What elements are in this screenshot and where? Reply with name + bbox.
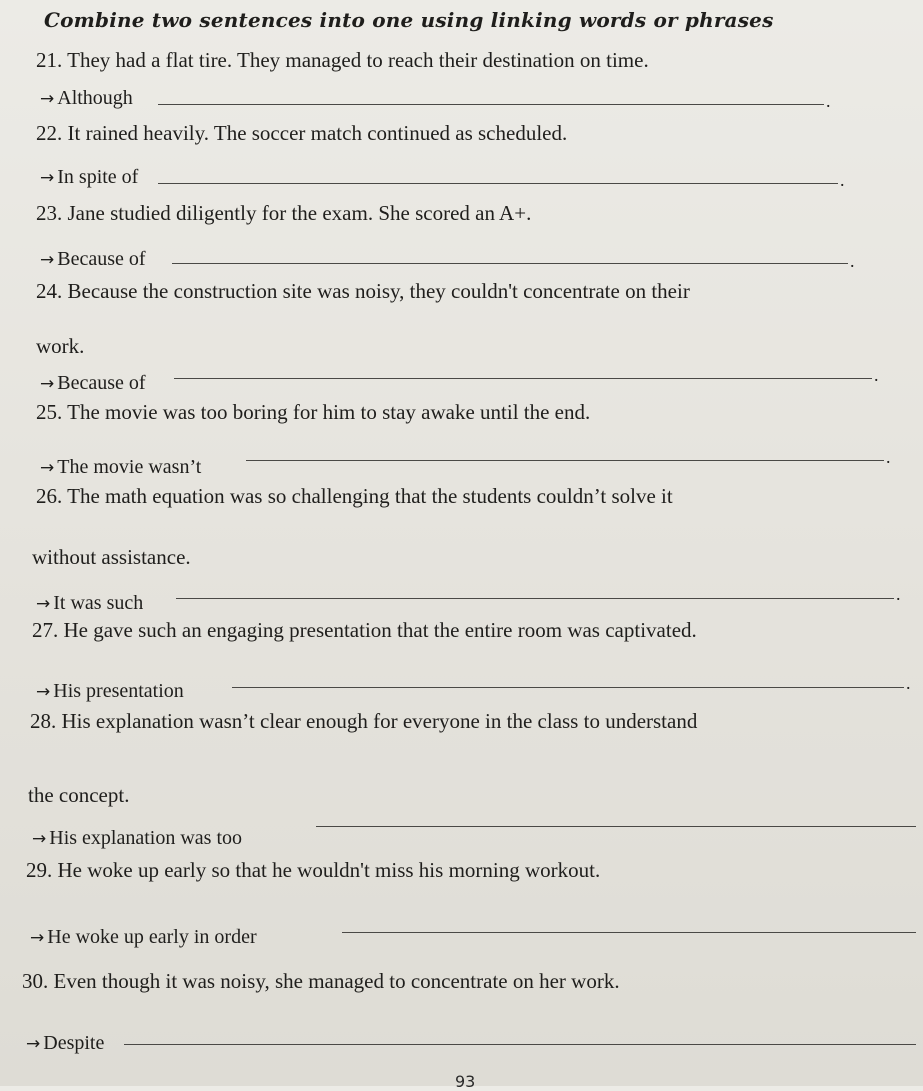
answer-blank-25[interactable]	[246, 460, 884, 461]
question-28-line2: the concept.	[28, 783, 130, 807]
question-22: 22. It rained heavily. The soccer match continued as scheduled.	[36, 121, 568, 145]
answer-prompt-25	[40, 457, 201, 477]
prompt-text: His presentation	[53, 680, 184, 702]
arrow-icon: →	[40, 374, 55, 394]
question-27: 27. He gave such an engaging presentation that the entire room was captivated.	[32, 618, 697, 642]
prompt-text: He woke up early in order	[47, 926, 257, 948]
arrow-icon: →	[40, 168, 55, 188]
arrow-icon: →	[32, 829, 47, 849]
question-30: 30. Even though it was noisy, she managed to concentrate on her work.	[22, 969, 620, 993]
answer-prompt-27	[36, 681, 184, 701]
arrow-icon: →	[40, 89, 55, 109]
arrow-icon: →	[26, 1034, 41, 1054]
prompt-text: The movie wasn’t	[57, 456, 202, 478]
end-period: .	[874, 365, 879, 385]
end-period: .	[886, 447, 891, 467]
prompt-text: His explanation was too	[49, 827, 242, 849]
answer-blank-22[interactable]	[158, 183, 838, 184]
prompt-text: It was such	[53, 592, 144, 614]
question-23: 23. Jane studied diligently for the exam. She scored an A+.	[36, 201, 532, 225]
end-period: .	[850, 251, 855, 271]
question-26-line2: without assistance.	[32, 545, 191, 569]
arrow-icon: →	[36, 594, 51, 614]
question-25: 25. The movie was too boring for him to stay awake until the end.	[36, 400, 591, 424]
arrow-icon: →	[30, 928, 45, 948]
end-period: .	[896, 584, 901, 604]
question-29: 29. He woke up early so that he wouldn't miss his morning workout.	[26, 858, 601, 882]
page-number: 93	[455, 1072, 476, 1091]
answer-blank-23[interactable]	[172, 263, 848, 264]
answer-prompt-21	[40, 88, 133, 108]
arrow-icon: →	[40, 458, 55, 478]
arrow-icon: →	[36, 682, 51, 702]
prompt-text: Because of	[57, 372, 146, 394]
answer-prompt-24	[40, 373, 146, 393]
answer-blank-27[interactable]	[232, 687, 904, 688]
end-period: .	[840, 170, 845, 190]
prompt-text: Because of	[57, 248, 146, 270]
question-26-line1: 26. The math equation was so challenging that the students couldn’t solve it	[36, 484, 673, 508]
answer-blank-29[interactable]	[342, 932, 916, 933]
answer-blank-28[interactable]	[316, 826, 916, 827]
end-period: .	[906, 673, 911, 693]
answer-blank-30[interactable]	[124, 1044, 916, 1045]
answer-blank-26[interactable]	[176, 598, 894, 599]
answer-blank-21[interactable]	[158, 104, 824, 105]
answer-prompt-30	[26, 1033, 104, 1053]
answer-prompt-26	[36, 593, 143, 613]
question-24-line1: 24. Because the construction site was noisy, they couldn't concentrate on their	[36, 279, 690, 303]
answer-prompt-28	[32, 828, 242, 848]
answer-prompt-23	[40, 249, 146, 269]
worksheet-heading: Combine two sentences into one using linking words or phrases	[44, 8, 774, 32]
answer-blank-24[interactable]	[174, 378, 872, 379]
prompt-text: In spite of	[57, 166, 139, 188]
question-21: 21. They had a flat tire. They managed to reach their destination on time.	[36, 48, 649, 72]
answer-prompt-22	[40, 167, 138, 187]
question-24-line2: work.	[36, 334, 85, 358]
arrow-icon: →	[40, 250, 55, 270]
prompt-text: Despite	[43, 1032, 105, 1054]
prompt-text: Although	[57, 87, 133, 109]
answer-prompt-29	[30, 927, 257, 947]
question-28-line1: 28. His explanation wasn’t clear enough for everyone in the class to understand	[30, 709, 698, 733]
end-period: .	[826, 91, 831, 111]
